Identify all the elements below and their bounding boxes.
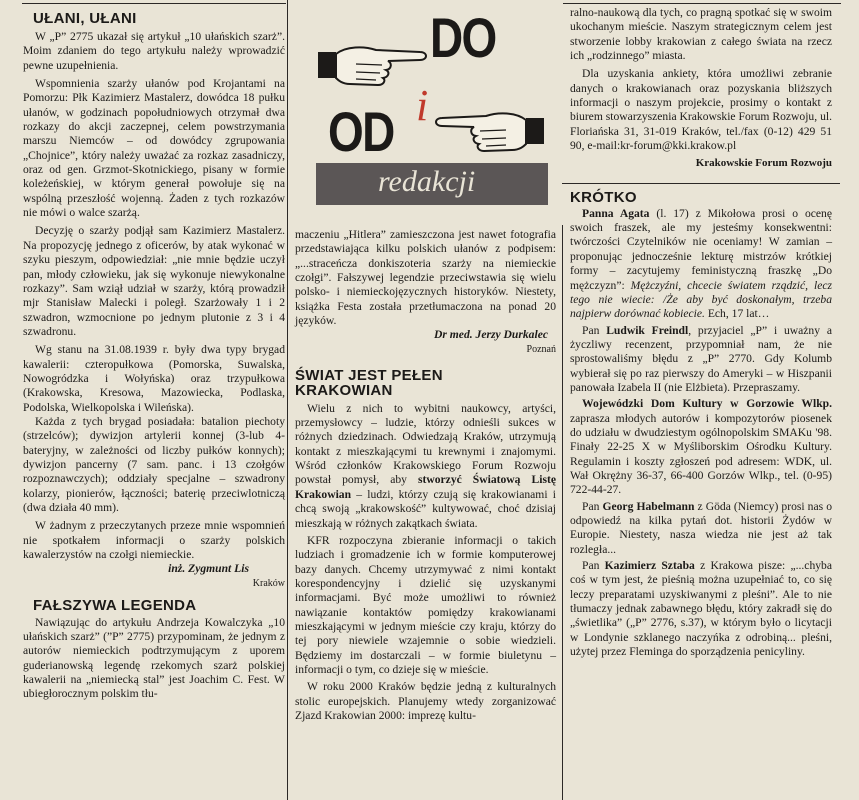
swiat-p1-end: – ludzi, którzy czują się krakowianami i chcą swoją „krakowskość” kultywować, choć dzisiaj mieszkają w różnych zakątkach świata.	[295, 487, 556, 530]
swiat-paragraph: KFR rozpoczyna zbieranie informacji o takich ludziach i gromadzenie ich w formie komputerowej bazy danych. Chcemy utrzymywać z nimi kontakt korespondencyjny i dzielić się uzyskanymi informacjami. Być może umożliwi to również nawiązanie kontaktów pomiędzy krakowianami mieszkającymi w jednym mieście czy kraju, którzy do tej pory niewiele wzajemnie o sobie wiedzieli. Będziemy im dostarczali – w formie biuletynu – informacji o tym, co dzieje się w mieście.	[295, 533, 556, 676]
krotko-top-rule	[562, 183, 840, 184]
column-rule-left	[287, 0, 288, 228]
krotko-item	[570, 397, 832, 497]
swiat-paragraph	[295, 402, 556, 531]
krotko-item	[570, 207, 832, 322]
krotko-item2-name: Ludwik Freindl	[606, 323, 689, 337]
swiat-p1-bold: stworzyć Światową Listę Krakowian	[295, 473, 556, 501]
heading-swiat-line1: ŚWIAT JEST PEŁEN	[295, 366, 443, 384]
swiat-paragraph: W roku 2000 Kraków będzie jedną z kulturalnych stolic europejskich. Planujemy wtedy zorganizować Zjazd Krakowian 2000: imprezę kultu-	[295, 680, 556, 722]
column-rule-right	[562, 225, 563, 800]
krotko-item1-text: (l. 17) z Mikołowa prosi o ocenę swoich fraszek, ale my jesteśmy konsekwentni: twórczości Czytelników nie oceniamy! W zamian – proponując jednocześnie lekturę mistrzów krótkiej formy – zacytujemy feministyczną fraszkę	[570, 206, 832, 278]
krotko-item1-title: „Do mężczyzn”:	[570, 264, 832, 292]
heading-falszywa-legenda: FAŁSZYWA LEGENDA	[33, 596, 197, 614]
falszywa-continuation: maczeniu „Hitlera” zamieszczona jest nawet fotografia przedstawiająca kilku polskich ułanów z podpisem: „...straceńcza donkiszoteria szarży na niemieckie czołgi”. Fałszywej legendzie przeciwstawia się wielu polsko- i niemieckojęzycznych historyków. Niestety, książka Festa została przetłumaczona na ponad 20 języków.	[295, 228, 556, 328]
logo-redakcji: redakcji	[378, 165, 476, 198]
krotko-item4-text: z Göda (Niemcy) prosi nas o odpowiedź na kilka pytań dot. historii Żydów w Europie. Niestety, nasza wiedza nie jest aż tak rozległa...	[570, 499, 832, 556]
falszywa-paragraph: Nawiązując do artykułu Andrzeja Kowalczyka „10 ułańskich szarż” (”P” 2775) przypominam, że jednym z autorów niemieckich podtrzymującym z uporem guderianowską legendę rzekomych szarż polskiej kawalerii na „niemiecką stal” jest Joachim C. Fest. W ubiegłorocznym polskim tłu-	[23, 615, 285, 701]
column-middle	[295, 228, 556, 723]
ulani-paragraph: Wg stanu na 31.08.1939 r. były dwa typy brygad kawalerii: czteropułkowa (Pomorska, Suwalska, Nowogródzka i Wołyńska) oraz trzypułkowa (Krakowska, Kresowa, Mazowiecka, Podlaska, Podolska, Wielkopolska i Wileńska).	[23, 343, 285, 414]
do-od-redakcji-logo	[310, 8, 550, 212]
krotko-item2-pre: Pan	[582, 323, 600, 337]
logo-do: DO	[430, 6, 496, 69]
logo-redakcji-bar	[316, 163, 548, 205]
pointing-hand-left-icon	[428, 104, 546, 162]
ulani-paragraph: Każda z tych brygad posiadała: batalion piechoty (strzelców); dywizjon artylerii konnej (3-lub 4-bateryjny, w zależności od liczby pułków konnych); dywizjon pancerny (7 sam. panc. i 13 czołgów rozpoznawczych); oddziały specjalne – szwadrony kolarzy, pionierów, łączności; baterię przeciwlotniczą (dwa działa 40 mm).	[23, 414, 285, 514]
krotko-item4-pre: Pan	[582, 499, 600, 513]
krotko-item1-end: Ech, 17 lat…	[707, 307, 770, 321]
ulani-paragraph: W „P” 2775 ukazał się artykuł „10 ułańskich szarż”. Moim zdaniem do tego artykułu należy wprowadzić pewne uzupełnienia.	[23, 30, 285, 72]
krotko-item	[570, 324, 832, 396]
falszywa-place: Poznań	[526, 343, 556, 355]
krotko-item3-text: zaprasza młodych autorów i kompozytorów piosenek do udziału w dwudziestym ogólnopolskim SMAKu '98. Finały 22-25 X w Myśliborskim Ośrodku Kultury. Regulamin i koszty zgłoszeń pod adresem: WDK, ul. Wał Okrężny 36-37, 66-400 Gorzów Wlkp., tel. (0-95) 722-44-27.	[570, 411, 832, 497]
ulani-paragraph: W żadnym z przeczytanych przeze mnie wspomnień nie spotkałem informacji o szarży polskich kawalerzystów na czołgi niemieckie.	[23, 519, 285, 562]
column-right	[570, 6, 832, 659]
swiat-contact: Dla uzyskania ankiety, która umożliwi zebranie danych o krakowianach oraz pozyskania bliższych informacji o naszym projekcie, prosimy o kontakt z biurem stowarzyszenia Krakowskie Forum Rozwoju, ul. Floriańska 31, 31-019 Kraków, tel./fax (0-12) 429 51 90, e-mail:kr-forum@kki.krakow.pl	[570, 67, 832, 153]
krotko-item5-name: Kazimierz Sztaba	[604, 559, 695, 573]
ulani-signature: inż. Zygmunt Lis	[168, 562, 249, 576]
krotko-item1-quote: Mężczyźni, chcecie światem rządzić, lecz tego nie wiecie: /Że aby być doskonałym, trzeba najpierw dorównać kobiecie.	[570, 278, 833, 321]
heading-swiat-line2: KRAKOWIAN	[295, 381, 393, 399]
falszywa-signature: Dr med. Jerzy Durkalec	[434, 328, 548, 342]
swiat-continuation: ralno-naukową dla tych, co pragną spotkać się w swoim ukochanym mieście. Naszym strategicznym celem jest stworzenie lobby krakowian z całego świata na rzecz ich „rodzinnego” miasta.	[570, 6, 832, 63]
column-left	[23, 8, 285, 702]
top-rule-left	[22, 3, 286, 4]
kfr-signature: Krakowskie Forum Rozwoju	[695, 157, 832, 170]
krotko-item	[570, 500, 832, 557]
krotko-item5-pre: Pan	[582, 559, 600, 573]
krotko-item2-text: , przyjaciel „P” i uważny a życzliwy recenzent, przypomniał nam, że nie sprostowaliśmy błędu z „P” 2770. Gdy Kolumb wybierał się po raz pierwszy do Ameryki – w Hiszpanii panowała Izabela II (nie Elżbieta). Przepraszamy.	[570, 323, 832, 394]
krotko-item5-text: z Krakowa pisze: „...chyba coś w tym jest, że pieśnią można uzupełniać to, co się leczy preparatami uzyskiwanymi z pleśni”. Ale to nie tłumaczy jednak zabawnego błędu, który zakradł się do „świetlika” („P” 2776, s.37), w którym było o licytacji w Londynie szklanego naczyńka z odrobiną... pleśni, użytej przez Fleminga do sporządzenia penicyliny.	[570, 559, 832, 659]
krotko-item1-name: Panna Agata	[582, 206, 650, 220]
top-rule-right	[563, 3, 841, 4]
heading-swiat	[295, 368, 556, 398]
ulani-paragraph: Decyzję o szarży podjął sam Kazimierz Mastalerz. Na propozycję jednego z oficerów, by atak wykonać w szyku pieszym, odpowiedział: „nie mnie będzie uczył pan, młody człowieku, jak się wykonuje niewykonalne rozkazy”. Sam wziął udział w szarży, którą prowadził mjr Stanisław Malecki i poległ. Szarżowały 1 i 2 szwadron, wzmocnione po jednym plutonie z 3 i 4 szwadronu.	[23, 224, 285, 338]
krotko-item4-name: Georg Habelmann	[602, 499, 695, 513]
krotko-item3-name: Wojewódzki Dom Kultury w Gorzowie Wlkp.	[582, 397, 832, 411]
heading-krotko: KRÓTKO	[570, 188, 637, 206]
swiat-p1: Wielu z nich to wybitni naukowcy, artyści, przemysłowcy – ludzie, którzy odnieśli sukces w różnych dziedzinach. Odwiedzają Kraków, utrzymują kontakt z mieszkającymi tu krewnymi i znajomymi. Wśród członków Krakowskiego Forum Rozwoju powstał pomysł, aby	[295, 401, 556, 487]
logo-i: i	[416, 81, 429, 130]
heading-ulani: UŁANI, UŁANI	[33, 10, 137, 27]
column-rule-left-lower	[287, 228, 288, 800]
logo-od: OD	[328, 100, 394, 163]
ulani-paragraph: Wspomnienia szarży ułanów pod Krojantami na Pomorzu: Płk Kazimierz Mastalerz, dowódca 18 pułku ułanów, w godzinach popołudniowych otrzymał dwa rozkazy do akcji zaczepnej, celem powstrzymania marszu Niemców – od dowódcy zgrupowania „Chojnice”, który należy uważać za rozkaz zasadniczy, oraz od gen. Grzmot-Skotnickiego, pisany w formie koleżeńskiej, w którym generał powołuje się na wspólną przeszłość wojenną. Żaden z tych rozkazów nie mówi o walce szarżą.	[23, 77, 285, 220]
ulani-place: Kraków	[252, 577, 285, 589]
krotko-item	[570, 559, 832, 659]
